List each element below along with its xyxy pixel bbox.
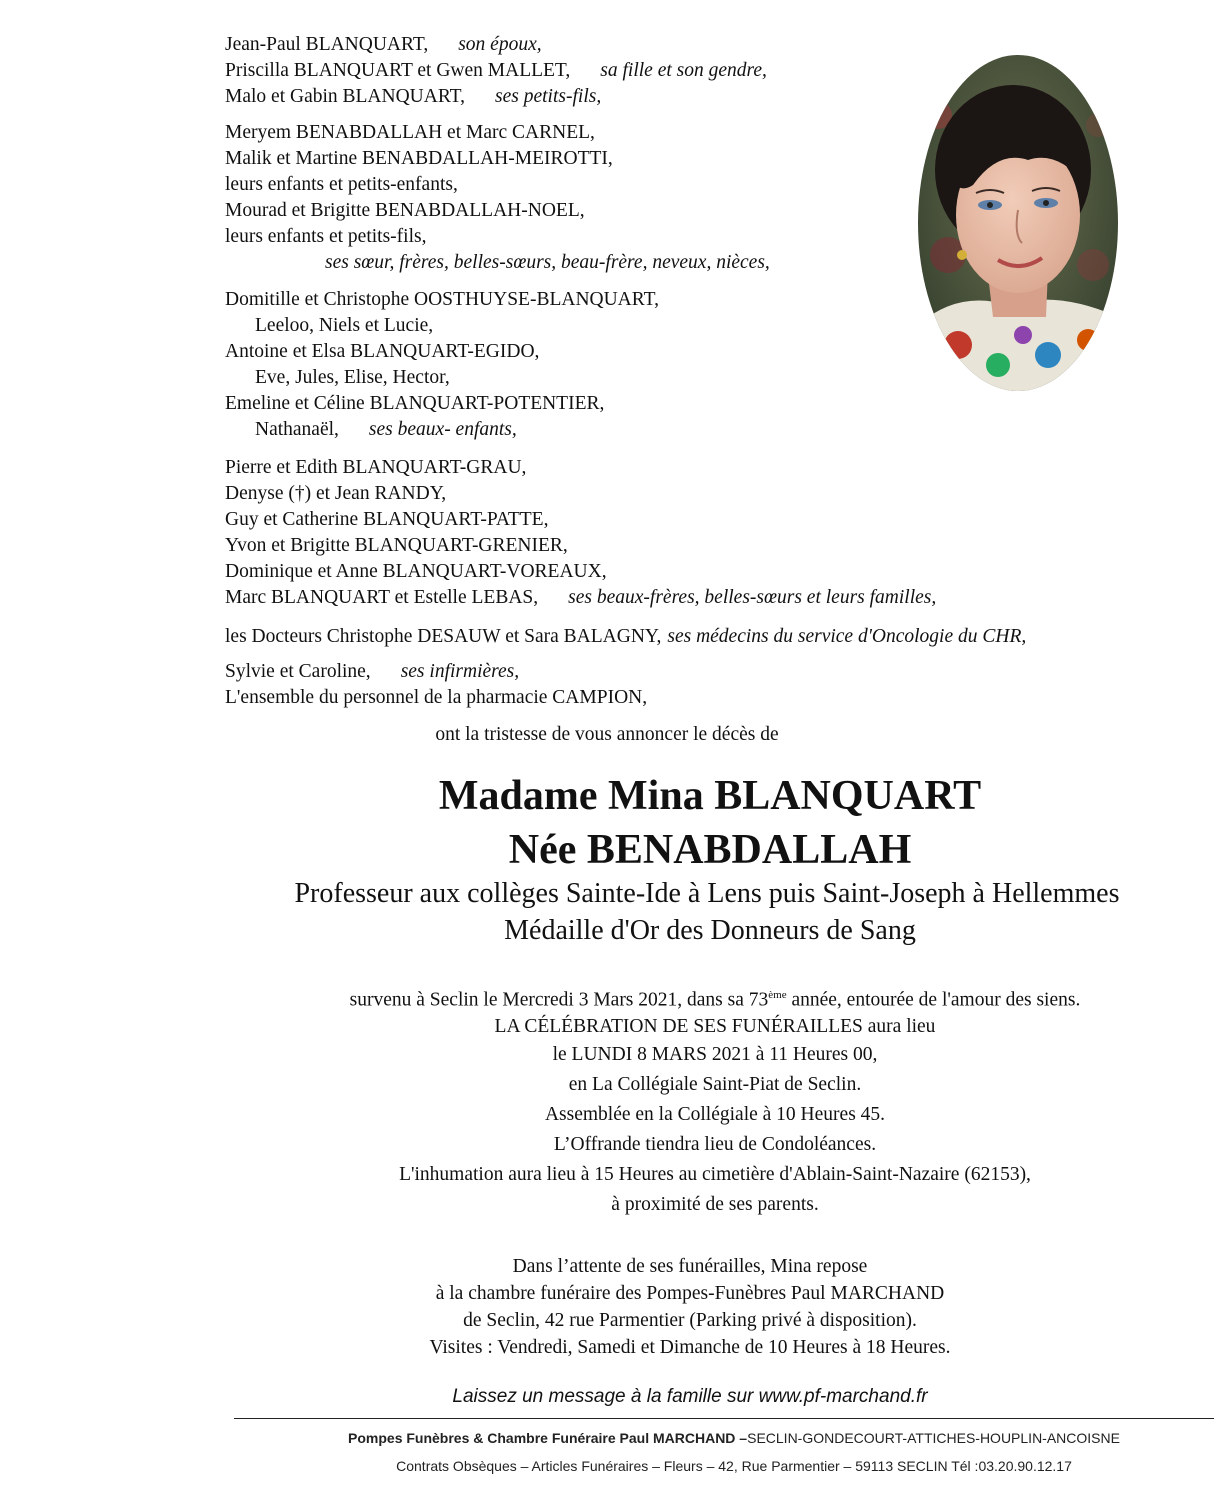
family-group-1	[225, 32, 767, 110]
family-name: Nathanaël,	[255, 419, 339, 440]
family-name: Priscilla BLANQUART et Gwen MALLET,	[225, 60, 571, 81]
family-name: Pierre et Edith BLANQUART-GRAU,	[225, 457, 527, 478]
family-role: son époux,	[458, 34, 542, 55]
condolence-message: Laissez un message à la famille sur www.pf-marchand.fr	[452, 1386, 928, 1407]
announcement: ont la tristesse de vous annoncer le décès de	[435, 724, 779, 745]
family-name: Mourad et Brigitte BENABDALLAH-NOEL,	[225, 200, 585, 221]
resting-line: Dans l’attente de ses funérailles, Mina repose	[512, 1256, 868, 1277]
family-name: les Docteurs Christophe DESAUW et Sara BALAGNY,	[225, 626, 662, 647]
funeral-details	[270, 982, 1160, 1220]
family-role: ses sœur, frères, belles-sœurs, beau-frère, neveux, nièces,	[325, 252, 770, 273]
family-name: Meryem BENABDALLAH et Marc CARNEL,	[225, 122, 595, 143]
family-name: Yvon et Brigitte BLANQUART-GRENIER,	[225, 535, 568, 556]
ceremony-line: en La Collégiale Saint-Piat de Seclin.	[568, 1073, 862, 1095]
family-name: Malo et Gabin BLANQUART,	[225, 86, 466, 107]
family-name: Sylvie et Caroline,	[225, 661, 371, 682]
ceremony-line: à proximité de ses parents.	[611, 1193, 819, 1215]
footer-towns: SECLIN-GONDECOURT-ATTICHES-HOUPLIN-ANCOISNE	[747, 1430, 1120, 1446]
footer-contact: Contrats Obsèques – Articles Funéraires – Fleurs – 42, Rue Parmentier – 59113 SECLIN Tél :03.20.90.12.17	[396, 1458, 1072, 1474]
family-role: sa fille et son gendre,	[600, 60, 767, 81]
family-name: leurs enfants et petits-fils,	[225, 226, 427, 247]
family-group-2	[225, 120, 770, 276]
resting-line: de Seclin, 42 rue Parmentier (Parking privé à disposition).	[463, 1310, 917, 1331]
resting-line: Visites : Vendredi, Samedi et Dimanche de 10 Heures à 18 Heures.	[429, 1337, 951, 1358]
footer-company-name: Pompes Funèbres & Chambre Funéraire Paul MARCHAND –	[348, 1430, 748, 1446]
family-role: ses beaux-frères, belles-sœurs et leurs familles,	[568, 587, 937, 608]
portrait-photo	[918, 55, 1118, 391]
ceremony-line: L'inhumation aura lieu à 15 Heures au cimetière d'Ablain-Saint-Nazaire (62153),	[399, 1163, 1031, 1185]
family-group-4	[225, 455, 936, 611]
ceremony-line: le LUNDI 8 MARS 2021 à 11 Heures 00,	[552, 1043, 878, 1065]
family-name: Denyse (†) et Jean RANDY,	[225, 483, 447, 504]
family-role: ses petits-fils,	[495, 86, 602, 107]
deceased-maiden-name: Née BENABDALLAH	[508, 827, 912, 873]
ceremony-line: L’Offrande tiendra lieu de Condoléances.	[553, 1133, 877, 1155]
family-role: ses médecins du service d'Oncologie du CHR,	[667, 626, 1027, 647]
deceased-name: Madame Mina BLANQUART	[438, 773, 982, 819]
ceremony-line: LA CÉLÉBRATION DE SES FUNÉRAILLES aura lieu	[494, 1015, 936, 1037]
family-doctors	[225, 624, 1026, 650]
ceremony-line: Assemblée en la Collégiale à 10 Heures 45.	[544, 1103, 886, 1125]
family-role: ses beaux- enfants,	[368, 419, 517, 440]
family-name: Jean-Paul BLANQUART,	[225, 34, 429, 55]
family-name: L'ensemble du personnel de la pharmacie CAMPION,	[225, 687, 648, 708]
family-name: Marc BLANQUART et Estelle LEBAS,	[225, 587, 539, 608]
family-name: Domitille et Christophe OOSTHUYSE-BLANQUART,	[225, 289, 659, 310]
family-name: Malik et Martine BENABDALLAH-MEIROTTI,	[225, 148, 613, 169]
family-name: Leeloo, Niels et Lucie,	[255, 315, 434, 336]
family-others	[225, 659, 647, 711]
family-group-3	[225, 287, 659, 443]
family-name: Dominique et Anne BLANQUART-VOREAUX,	[225, 561, 607, 582]
deceased-award: Médaille d'Or des Donneurs de Sang	[504, 915, 916, 946]
resting-place	[300, 1253, 1080, 1361]
death-notice-line: survenu à Seclin le Mercredi 3 Mars 2021, dans sa 73ème année, entourée de l'amour des siens.	[349, 989, 1081, 1011]
footer-company	[234, 1430, 1214, 1446]
family-role: ses infirmières,	[400, 661, 520, 682]
family-name: Guy et Catherine BLANQUART-PATTE,	[225, 509, 549, 530]
family-name: Eve, Jules, Elise, Hector,	[255, 367, 450, 388]
footer-divider	[234, 1418, 1214, 1419]
family-name: Antoine et Elsa BLANQUART-EGIDO,	[225, 341, 540, 362]
deceased-profession: Professeur aux collèges Sainte-Ide à Lens puis Saint-Joseph à Hellemmes	[294, 878, 1120, 909]
resting-line: à la chambre funéraire des Pompes-Funèbres Paul MARCHAND	[435, 1283, 945, 1304]
family-name: leurs enfants et petits-enfants,	[225, 174, 458, 195]
family-name: Emeline et Céline BLANQUART-POTENTIER,	[225, 393, 605, 414]
